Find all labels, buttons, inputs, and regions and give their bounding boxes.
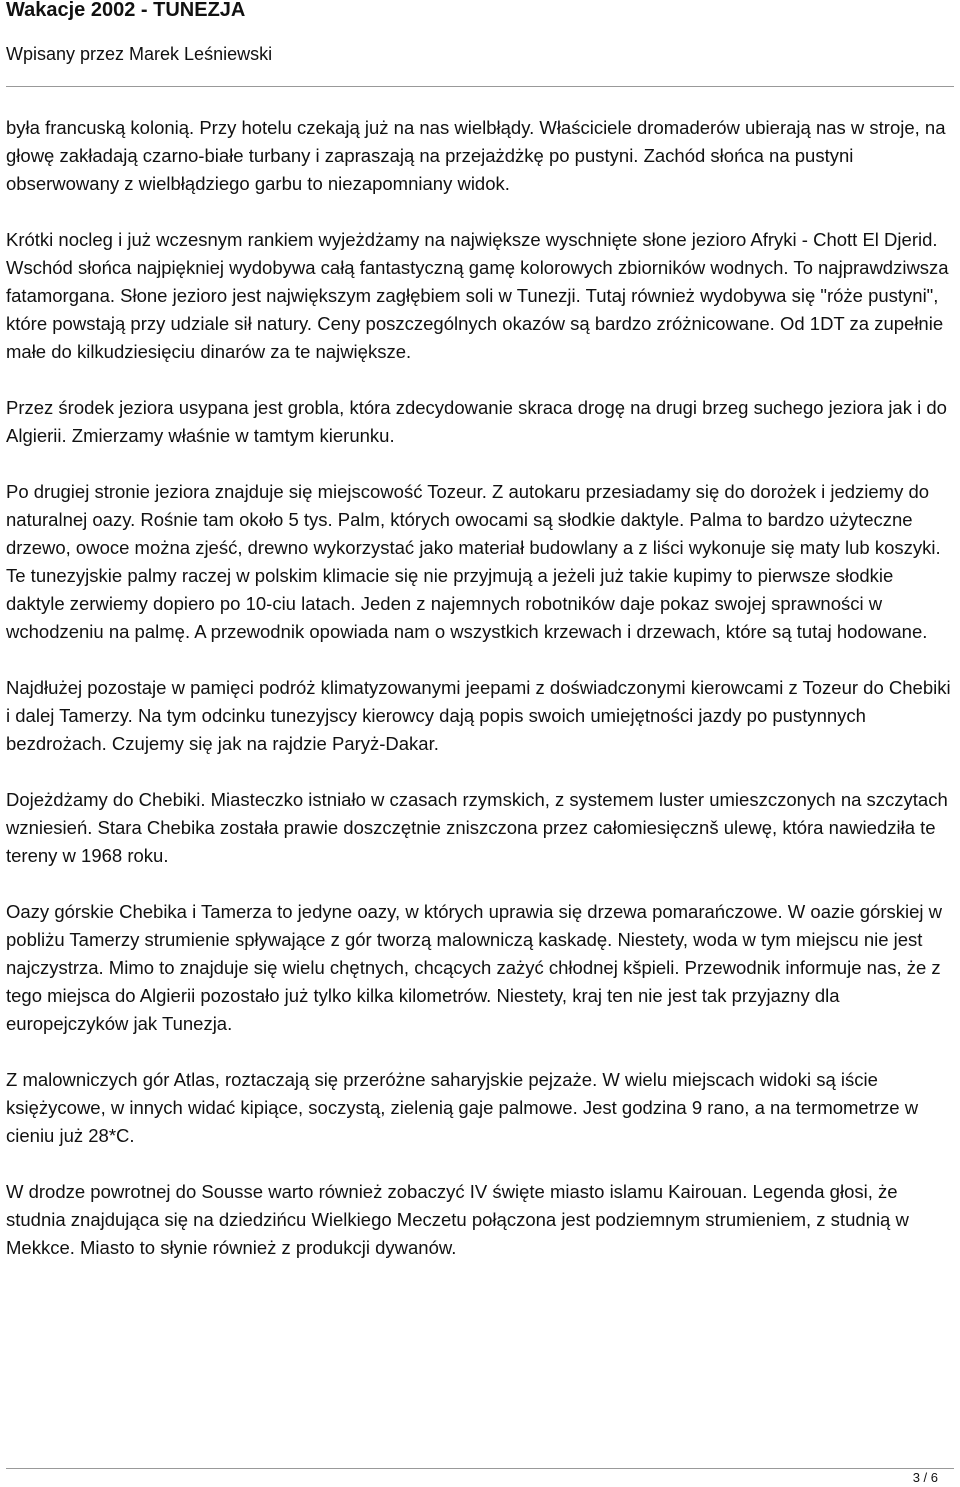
author-line: Wpisany przez Marek Leśniewski [6, 44, 273, 64]
paragraph-3: Przez środek jeziora usypana jest grobla, która zdecydowanie skraca drogę na drugi brzeg suchego jeziora jak i do Algierii. Zmierzamy właśnie w tamtym kierunku. [6, 397, 947, 446]
paragraph-8: Z malowniczych gór Atlas, roztaczają się przeróżne saharyjskie pejzaże. W wielu miejscach widoki są iście księżycowe, w innych widać kipiące, soczystą, zielenią gaje palmowe. Jest godzina 9 rano, a na termometrze w cieniu już 28*C. [6, 1069, 919, 1146]
page-number: 3 / 6 [912, 1470, 938, 1485]
paragraph-1: była francuską kolonią. Przy hotelu czekają już na nas wielbłądy. Właściciele dromaderów ubierają nas w stroje, na głowę zakładają czarno-białe turbany i zapraszają na przejażdżkę po pustyni. Zachód słońca na pustyni obserwowany z wielbłądziego garbu to niezapomniany widok. [6, 117, 946, 194]
paragraph-4: Po drugiej stronie jeziora znajduje się miejscowość Tozeur. Z autokaru przesiadamy się do dorożek i jedziemy do naturalnej oazy. Rośnie tam około 5 tys. Palm, których owocami są słodkie daktyle. Palma to bardzo użyteczne drzewo, owoce można zjeść, drewno wykorzystać jako materiał budowlany a z liści wykonuje się maty lub koszyki. Te tunezyjskie palmy raczej w polskim klimacie się nie przyjmują a jeżeli już takie kupimy to pierwsze słodkie daktyle zerwiemy dopiero po 10-ciu latach. Jeden z najemnych robotników daje pokaz swojej sprawności w wchodzeniu na palmę. A przewodnik opowiada nam o wszystkich krzewach i drzewach, które są tutaj hodowane. [6, 481, 941, 642]
header-divider [6, 86, 954, 87]
article-body [6, 114, 956, 1290]
paragraph-5: Najdłużej pozostaje w pamięci podróż klimatyzowanymi jeepami z doświadczonymi kierowcami z Tozeur do Chebiki i dalej Tamerzy. Na tym odcinku tunezyjscy kierowcy dają popis swoich umiejętności jazdy po pustynnych bezdrożach. Czujemy się jak na rajdzie Paryż-Dakar. [6, 677, 951, 754]
paragraph-2: Krótki nocleg i już wczesnym rankiem wyjeżdżamy na największe wyschnięte słone jezioro Afryki - Chott El Djerid. Wschód słońca najpiękniej wydobywa całą fantastyczną gamę kolorowych zbiorników wodnych. To najprawdziwsza fatamorgana. Słone jezioro jest największym zagłębiem soli w Tunezji. Tutaj również wydobywa się "róże pustyni", które powstają przy udziale sił natury. Ceny poszczególnych okazów są bardzo zróżnicowane. Od 1DT za zupełnie małe do kilkudziesięciu dinarów za te największe. [6, 229, 949, 362]
document-title: Wakacje 2002 - TUNEZJA [6, 0, 246, 21]
paragraph-9: W drodze powrotnej do Sousse warto również zobaczyć IV święte miasto islamu Kairouan. Legenda głosi, że studnia znajdująca się na dziedzińcu Wielkiego Meczetu połączona jest podziemnym strumieniem, z studnią w Mekkce. Miasto to słynie również z produkcji dywanów. [6, 1181, 909, 1258]
footer-divider [6, 1468, 954, 1469]
paragraph-7: Oazy górskie Chebika i Tamerza to jedyne oazy, w których uprawia się drzewa pomarańczowe. W oazie górskiej w pobliżu Tamerzy strumienie spływające z gór tworzą malowniczą kaskadę. Niestety, woda w tym miejscu nie jest najczystrza. Mimo to znajduje się wielu chętnych, chcących zażyć chłodnej kšpieli. Przewodnik informuje nas, że z tego miejsca do Algierii pozostało już tylko kilka kilometrów. Niestety, kraj ten nie jest tak przyjazny dla europejczyków jak Tunezja. [6, 901, 943, 1034]
paragraph-6: Dojeżdżamy do Chebiki. Miasteczko istniało w czasach rzymskich, z systemem luster umieszczonych na szczytach wzniesień. Stara Chebika została prawie doszczętnie zniszczona przez całomiesięcznš ulewę, która nawiedziła te tereny w 1968 roku. [6, 789, 948, 866]
